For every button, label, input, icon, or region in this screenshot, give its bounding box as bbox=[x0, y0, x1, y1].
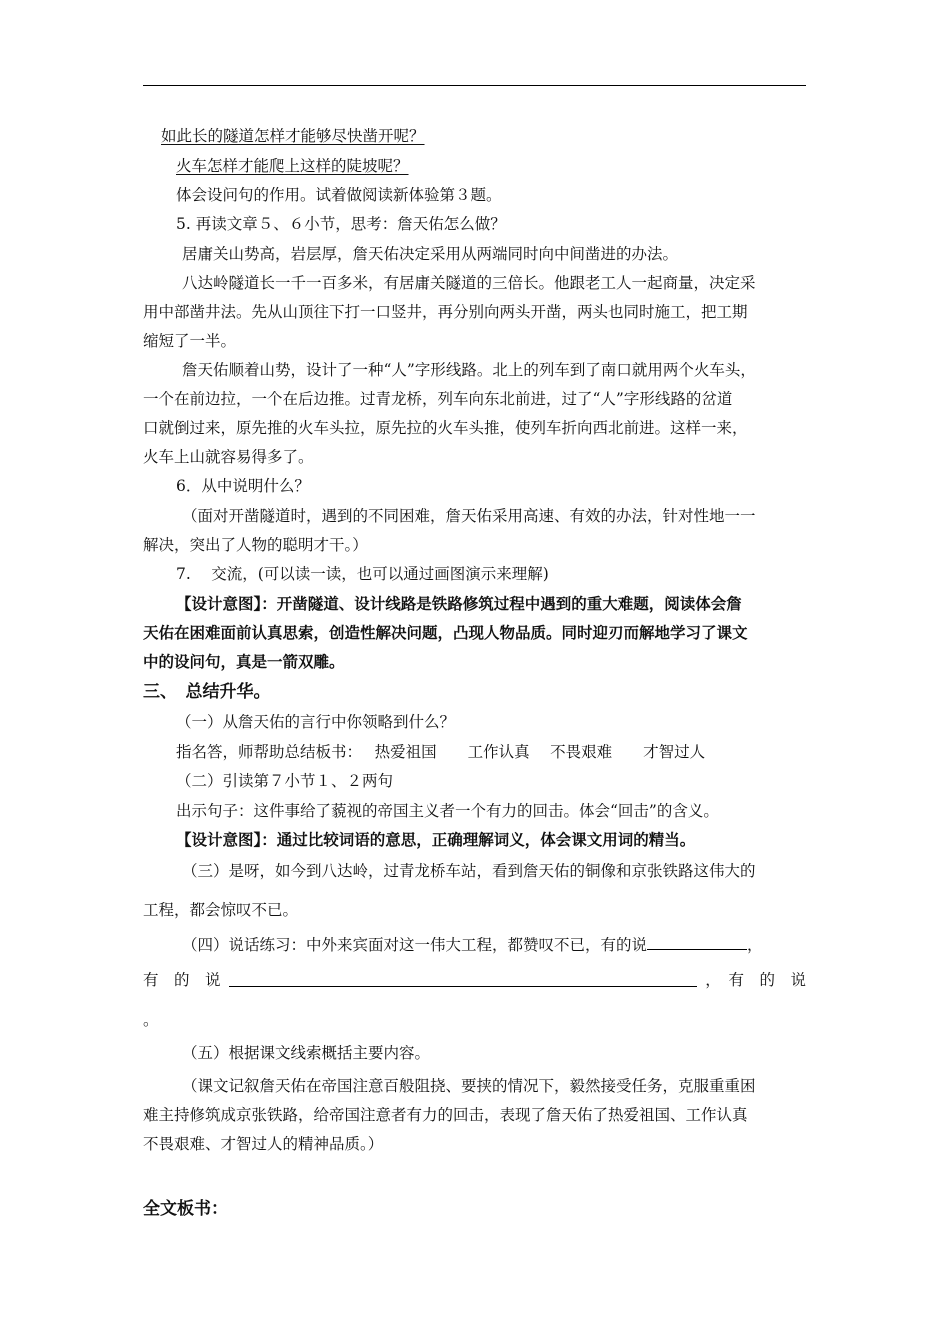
paragraph-line: （五）根据课文线索概括主要内容。 bbox=[182, 1044, 431, 1062]
design-intent-1: 【设计意图】：开凿隧道、设计线路是铁路修筑过程中遇到的重大难题，阅读体会詹 bbox=[176, 594, 742, 613]
paragraph-line: （二）引读第７小节１、２两句 bbox=[176, 772, 394, 790]
paragraph-line: 缩短了一半。 bbox=[143, 332, 237, 350]
step-7: 7. 交流，(可以读一读，也可以通过画图演示来理解) bbox=[176, 565, 549, 583]
speaking-practice-text: （四）说话练习：中外来宾面对这一伟大工程，都赞叹不已，有的说 bbox=[182, 936, 648, 954]
answer-blank-2 bbox=[229, 970, 698, 987]
paragraph-line: 一个在前边拉，一个在后边推。过青龙桥，列车向东北前进，过了“人”字形线路的岔道 bbox=[143, 390, 733, 408]
speaking-practice-cont bbox=[143, 970, 806, 990]
step-6: 6．从中说明什么？ bbox=[176, 477, 310, 495]
paragraph-line: （三）是呀，如今到八达岭，过青龙桥车站，看到詹天佑的铜像和京张铁路这伟大的 bbox=[182, 862, 756, 880]
paragraph-line: 居庸关山势高，岩层厚，詹天佑决定采用从两端同时向中间凿进的办法。 bbox=[182, 245, 679, 263]
speaker-label: ， 有 的 说 bbox=[705, 971, 806, 989]
header-rule bbox=[143, 85, 806, 86]
paragraph-line: 难主持修筑成京张铁路，给帝国注意者有力的回击，表现了詹天佑了热爱祖国、工作认真 bbox=[143, 1106, 748, 1124]
paragraph-line: 出示句子：这件事给了藐视的帝国主义者一个有力的回击。体会“回击”的含义。 bbox=[176, 802, 719, 820]
question-1: 如此长的隧道怎样才能够尽快凿开呢？ bbox=[161, 127, 425, 145]
speaking-practice bbox=[182, 933, 806, 955]
paragraph-line: 詹天佑顺着山势，设计了一种“人”字形线路。北上的列车到了南口就用两个火车头， bbox=[182, 361, 756, 379]
paragraph-line: 工程，都会惊叹不已。 bbox=[143, 901, 299, 919]
design-intent-1-cont: 天佑在困难面前认真思索，创造性解决问题，凸现人物品质。同时迎刃而解地学习了课文 bbox=[143, 623, 748, 642]
paragraph-line: 八达岭隧道长一千一百多米，有居庸关隧道的三倍长。他跟老工人一起商量，决定采 bbox=[182, 274, 756, 292]
question-2: 火车怎样才能爬上这样的陡坡呢？ bbox=[176, 157, 409, 175]
paragraph-line: （一）从詹天佑的言行中你领略到什么？ bbox=[176, 713, 456, 731]
speaker-label: 有 的 说 bbox=[143, 971, 221, 989]
board-heading: 全文板书： bbox=[143, 1199, 228, 1219]
section-heading-3: 三、 总结升华。 bbox=[143, 682, 271, 702]
step-5: 5. 再读文章５、６小节，思考：詹天佑怎么做？ bbox=[176, 215, 506, 233]
paragraph-line: 用中部凿井法。先从山顶往下打一口竖井，再分别向两头开凿，两头也同时施工，把工期 bbox=[143, 303, 748, 321]
paragraph-line: 口就倒过来，原先推的火车头拉，原先拉的火车头推，使列车折向西北前进。这样一来， bbox=[143, 419, 748, 437]
comma: ， bbox=[747, 936, 763, 954]
paragraph-line: （面对开凿隧道时，遇到的不同困难，詹天佑采用高速、有效的办法，针对性地一一 bbox=[182, 507, 756, 525]
period: 。 bbox=[143, 1011, 159, 1029]
paragraph-line: （课文记叙詹天佑在帝国注意百般阻挠、要挟的情况下，毅然接受任务，克服重重困 bbox=[182, 1077, 756, 1095]
design-intent-1-cont: 中的设问句，真是一箭双雕。 bbox=[143, 652, 345, 671]
design-intent-2: 【设计意图】：通过比较词语的意思，正确理解词义，体会课文用词的精当。 bbox=[176, 830, 696, 849]
paragraph-line: 不畏艰难、才智过人的精神品质。） bbox=[143, 1135, 384, 1153]
board-summary: 指名答，师帮助总结板书： 热爱祖国 工作认真 不畏艰难 才智过人 bbox=[176, 743, 706, 761]
paragraph-line: 解决，突出了人物的聪明才干。） bbox=[143, 536, 368, 554]
paragraph-line: 体会设问句的作用。试着做阅读新体验第３题。 bbox=[176, 186, 502, 204]
answer-blank-1 bbox=[647, 933, 747, 950]
paragraph-line: 火车上山就容易得多了。 bbox=[143, 448, 314, 466]
